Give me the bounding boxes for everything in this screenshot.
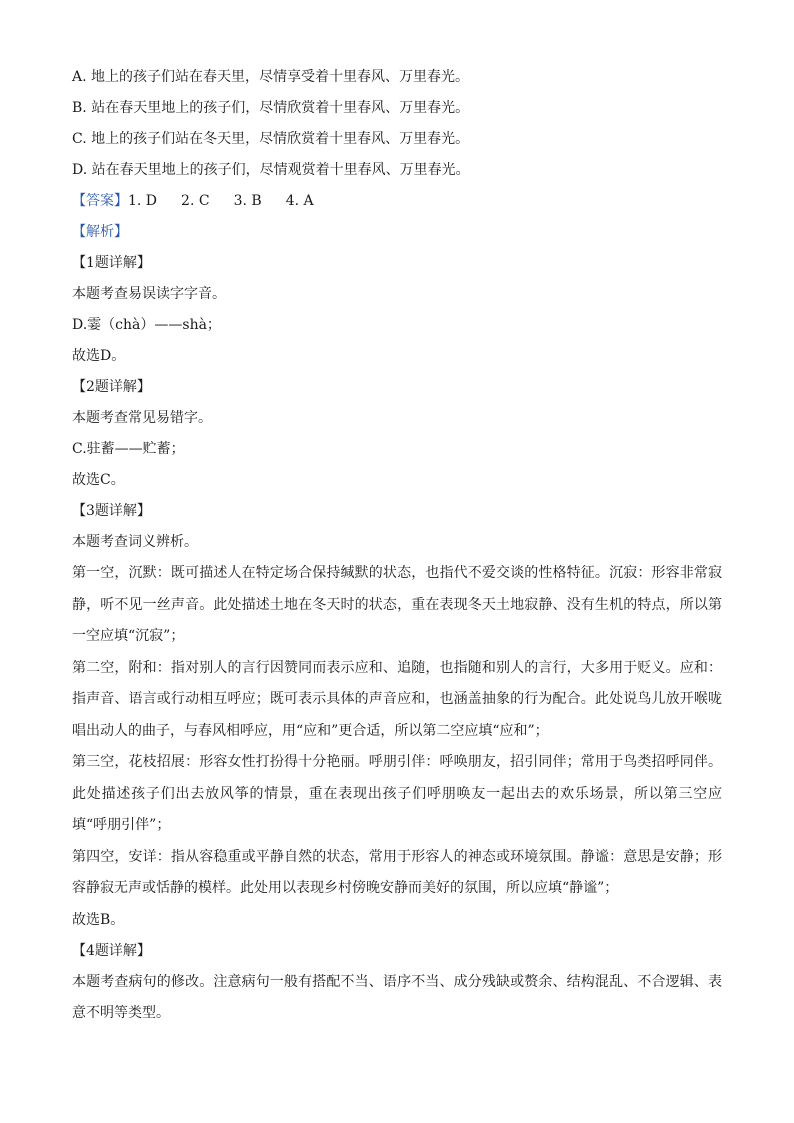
q4-heading: 【4题详解】: [72, 942, 151, 959]
option-c: C. 地上的孩子们站在冬天里，尽情欣赏着十里春风、万里春光。: [72, 131, 470, 147]
q2-line-3: 故选C。: [72, 472, 125, 488]
answer-item-3: 3. B: [233, 193, 262, 209]
answer-item-1: 1. D: [128, 193, 158, 209]
q3-heading: 【3题详解】: [72, 503, 151, 519]
q1-heading: 【1题详解】: [72, 255, 151, 271]
q3-paragraph-2: 第二空，附和：指对别人的言行因赞同而表示应和、追随，也指随和别人的言行，大多用于贬义。应和：指声音、语言或行动相互呼应；既可表示具体的声音应和，也涵盖抽象的行为配合。此处说鸟儿放开喉咙唱出动人的曲子，与春风相呼应，用“应和”更合适，所以第二空应填“应和”；: [72, 659, 722, 739]
document-page: [72, 62, 722, 1030]
q2-line-1: 本题考查常见易错字。: [72, 410, 212, 426]
answer-line: [72, 186, 722, 217]
option-d: D. 站在春天里地上的孩子们，尽情观赏着十里春风、万里春光。: [72, 162, 470, 178]
q2-line-2: C.驻蓄——贮蓄；: [72, 441, 185, 457]
q1-line-1: 本题考查易误读字字音。: [72, 286, 226, 302]
q3-paragraph-3: 第三空，花枝招展：形容女性打扮得十分艳丽。呼朋引伴：呼唤朋友，招引同伴；常用于鸟类招呼同伴。此处描述孩子们出去放风筝的情景，重在表现出孩子们呼朋唤友一起出去的欢乐场景，所以第三空应填“呼朋引伴”；: [72, 754, 722, 833]
answer-item-4: 4. A: [285, 193, 314, 209]
option-a: A. 地上的孩子们站在春天里，尽情享受着十里春风、万里春光。: [72, 69, 470, 85]
analysis-tag: 【解析】: [72, 224, 128, 240]
q3-intro: 本题考查词义辨析。: [72, 534, 198, 550]
q3-paragraph-1: 第一空，沉默：既可描述人在特定场合保持缄默的状态，也指代不爱交谈的性格特征。沉寂：形容非常寂静，听不见一丝声音。此处描述土地在冬天时的状态，重在表现冬天土地寂静、没有生机的特点，所以第一空应填“沉寂”；: [72, 565, 722, 644]
q4-paragraph: 本题考查病句的修改。注意病句一般有搭配不当、语序不当、成分残缺或赘余、结构混乱、不合逻辑、表意不明等类型。: [72, 973, 722, 1021]
option-b: B. 站在春天里地上的孩子们，尽情欣赏着十里春风、万里春光。: [72, 100, 470, 116]
q3-conclusion: 故选B。: [72, 911, 125, 928]
q2-heading: 【2题详解】: [72, 379, 151, 395]
q3-paragraph-4: 第四空，安详：指从容稳重或平静自然的状态，常用于形容人的神态或环境氛围。静谧：意思是安静；形容静寂无声或恬静的模样。此处用以表现乡村傍晚安静而美好的氛围，所以应填“静谧”；: [72, 848, 722, 896]
answer-tag: 【答案】: [72, 193, 128, 209]
answer-item-2: 2. C: [181, 193, 210, 209]
q1-line-2: D.霎（chà）——shà；: [72, 317, 221, 333]
q1-line-3: 故选D。: [72, 348, 126, 364]
